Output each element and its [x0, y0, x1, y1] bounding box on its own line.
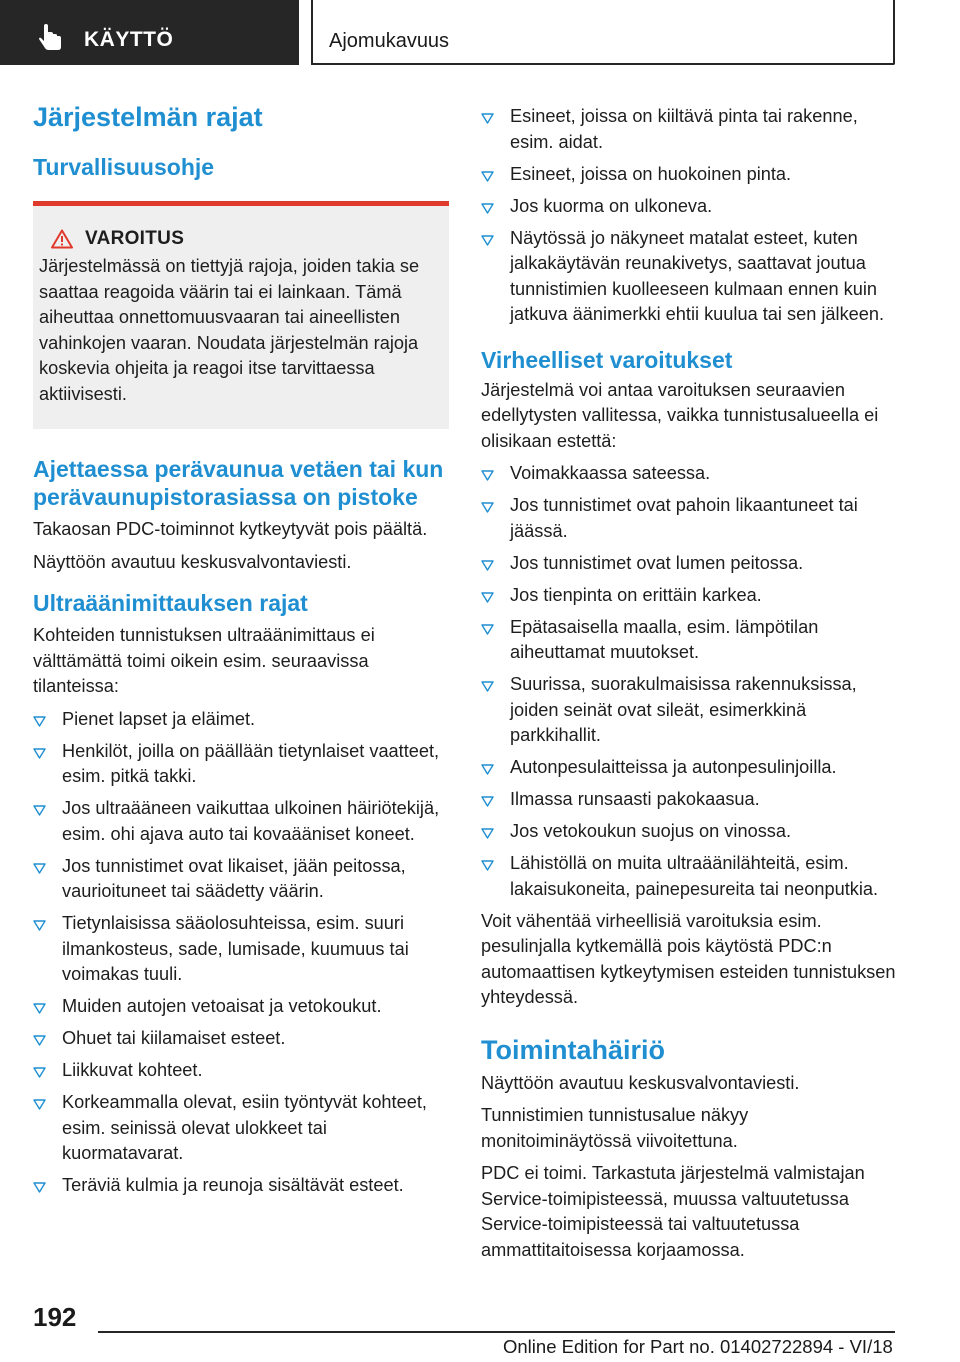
list-item-text: Ohuet tai kiilamaiset esteet.	[62, 1028, 286, 1048]
list-item-text: Jos ultraääneen vaikuttaa ulkoinen häiriötekijä, esim. ohi ajava auto tai kovaääniset koneet.	[62, 798, 440, 844]
list-item-text: Korkeammalla olevat, esiin työntyvät kohteet, esim. seinissä olevat ulokkeet tai kuormatavarat.	[62, 1092, 427, 1163]
list-item-text: Pienet lapset ja eläimet.	[62, 708, 256, 729]
list-item	[33, 1090, 449, 1167]
false-warnings-outro: Voit vähentää virheellisiä varoituksia esim. pesulinjalla kytkemällä pois käytöstä PDC:n automaattisen kytkeytymisen esteiden tunnistuksen yhteydessä.	[481, 910, 896, 1007]
malfunction-paragraph: Näyttöön avautuu keskusvalvontaviesti.	[481, 1072, 800, 1093]
bullet-triangle-icon	[481, 592, 494, 603]
bullet-triangle-icon	[33, 1099, 46, 1110]
list-item-text: Epätasaisella maalla, esim. lämpötilan aiheuttamat muutokset.	[510, 616, 819, 662]
bullet-triangle-icon	[33, 1035, 46, 1046]
list-item	[481, 672, 897, 749]
list-item-text: Esineet, joissa on huokoinen pinta.	[510, 163, 792, 184]
list-item	[481, 162, 897, 188]
bullet-triangle-icon	[481, 796, 494, 807]
warning-header	[51, 228, 439, 250]
false-warnings-list	[481, 461, 897, 902]
list-item	[481, 819, 897, 845]
malfunction-heading: Toimintahäiriö	[481, 1034, 666, 1065]
list-item-text: Voimakkaassa sateessa.	[510, 463, 711, 483]
bullet-triangle-icon	[33, 1182, 46, 1193]
list-item-text: Jos vetokoukun suojus on vinossa.	[510, 821, 792, 841]
list-item	[481, 194, 897, 220]
warning-triangle-icon	[51, 229, 73, 249]
bullet-triangle-icon	[481, 502, 494, 513]
bullet-triangle-icon	[481, 171, 494, 182]
malfunction-paragraph: Tunnistimien tunnistusalue näkyy monitoiminäytössä viivoitettuna.	[481, 1105, 749, 1151]
bullet-triangle-icon	[33, 1003, 46, 1014]
bullet-triangle-icon	[33, 748, 46, 759]
list-item	[33, 854, 449, 905]
list-item-text: Jos tunnistimet ovat pahoin likaantuneet tai jäässä.	[510, 495, 858, 541]
list-item	[481, 551, 897, 577]
bullet-triangle-icon	[481, 860, 494, 871]
list-item-text: Jos tienpinta on erittäin karkea.	[510, 584, 762, 605]
bullet-triangle-icon	[481, 235, 494, 246]
list-item-text: Esineet, joissa on kiiltävä pinta tai rakenne, esim. aidat.	[510, 106, 858, 152]
pointing-hand-icon	[36, 23, 66, 53]
bullet-triangle-icon	[33, 716, 46, 727]
bullet-triangle-icon	[481, 560, 494, 571]
list-item	[481, 226, 897, 328]
list-item-text: Ilmassa runsaasti pakokaasua.	[510, 789, 760, 809]
bullet-triangle-icon	[33, 920, 46, 931]
list-item-text: Lähistöllä on muita ultraäänilähteitä, esim. lakaisukoneita, painepesureita tai neonputkia.	[510, 853, 879, 899]
list-item	[33, 707, 449, 733]
section-label: KÄYTTÖ	[84, 28, 174, 51]
list-item	[481, 461, 897, 487]
malfunction-paragraph: PDC ei toimi. Tarkastuta järjestelmä valmistajan Service-toimipisteessä, muussa valtuutetussa Service-toimipisteessä tai valtuutetussa ammattitaitoisessa korjaamossa.	[481, 1163, 865, 1260]
right-column	[481, 104, 897, 1263]
list-item	[481, 615, 897, 666]
chapter-label: Ajomukavuus	[329, 30, 450, 52]
list-item-text: Näytössä jo näkyneet matalat esteet, kuten jalkakäytävän reunakivetys, saattavat joutua tunnistimien kuolleeseen kulmaan ennen kuin jatkuva äänimerkki ehtii kuulua tai sen jälkeen.	[510, 227, 885, 324]
false-warnings-heading: Virheelliset varoitukset	[481, 346, 733, 373]
list-item-text: Muiden autojen vetoaisat ja vetokoukut.	[62, 996, 382, 1016]
list-item-text: Suurissa, suorakulmaisissa rakennuksissa, joiden seinät ovat sileät, esimerkkinä parkkihallit.	[510, 674, 857, 745]
list-item	[481, 493, 897, 544]
list-item-text: Jos tunnistimet ovat likaiset, jään peitossa, vaurioituneet tai säädetty väärin.	[62, 855, 406, 901]
left-column	[33, 100, 449, 1205]
list-item-text: Jos kuorma on ulkoneva.	[510, 195, 713, 216]
false-warnings-intro: Järjestelmä voi antaa varoituksen seuraavien edellytysten vallitessa, vaikka tunnistusalueella ei olisikaan estettä:	[481, 379, 879, 451]
chapter-tab	[311, 0, 895, 65]
page-number: 192	[33, 1302, 77, 1332]
list-item	[481, 755, 897, 781]
list-item	[33, 796, 449, 847]
warning-text: Järjestelmässä on tiettyjä rajoja, joiden takia se saattaa reagoida väärin tai ei lainkaan. Tämä aiheuttaa onnettomuusvaaran tai aineellisten vahinkojen vaaran. Noudata järjestelmän rajoja koskevia ohjeita ja reagoi itse tarvittaessa aktiivisesti.	[39, 256, 420, 404]
trailer-paragraph: Näyttöön avautuu keskusvalvontaviesti.	[33, 551, 352, 572]
list-item-text: Henkilöt, joilla on päällään tietynlaiset vaatteet, esim. pitkä takki.	[62, 740, 440, 786]
bullet-triangle-icon	[33, 863, 46, 874]
list-item	[481, 787, 897, 813]
bullet-triangle-icon	[33, 805, 46, 816]
edition-text: Online Edition for Part no. 01402722894 - VI/18	[503, 1336, 893, 1357]
list-item-text: Autonpesulaitteissa ja autonpesulinjoilla.	[510, 757, 837, 777]
bullet-triangle-icon	[481, 828, 494, 839]
bullet-triangle-icon	[33, 1067, 46, 1078]
list-item	[33, 739, 449, 790]
bullet-triangle-icon	[481, 764, 494, 775]
ultrasonic-limits-list-continued	[481, 104, 897, 328]
bullet-triangle-icon	[481, 470, 494, 481]
bullet-triangle-icon	[481, 681, 494, 692]
ultrasonic-limits-heading: Ultraäänimittauksen rajat	[33, 590, 308, 616]
trailer-heading: Ajettaessa perävaunua vetäen tai kun perävaunupistorasiassa on pistoke	[33, 456, 444, 510]
list-item	[33, 911, 449, 988]
list-item-text: Liikkuvat kohteet.	[62, 1060, 203, 1080]
ultrasonic-intro: Kohteiden tunnistuksen ultraäänimittaus ei välttämättä toimi oikein esim. seuraavissa tilanteissa:	[33, 625, 375, 696]
list-item	[481, 583, 897, 609]
list-item	[33, 1058, 449, 1084]
list-item-text: Jos tunnistimet ovat lumen peitossa.	[510, 552, 804, 573]
list-item	[481, 851, 897, 902]
bullet-triangle-icon	[481, 203, 494, 214]
list-item-text: Tietynlaisissa sääolosuhteissa, esim. suuri ilmankosteus, sade, lumisade, kuumuus tai voimakas tuuli.	[62, 913, 409, 984]
section-title: Järjestelmän rajat	[33, 102, 263, 132]
trailer-paragraph: Takaosan PDC-toiminnot kytkeytyvät pois päältä.	[33, 519, 428, 539]
list-item	[33, 1173, 449, 1199]
safety-subtitle: Turvallisuusohje	[33, 154, 215, 180]
bullet-triangle-icon	[481, 624, 494, 635]
footer-divider	[98, 1331, 895, 1333]
ultrasonic-limits-list	[33, 707, 449, 1199]
list-item	[481, 104, 897, 155]
section-tab	[0, 0, 299, 65]
list-item	[33, 1026, 449, 1052]
list-item	[33, 994, 449, 1020]
bullet-triangle-icon	[481, 113, 494, 124]
list-item-text: Teräviä kulmia ja reunoja sisältävät esteet.	[62, 1175, 404, 1195]
warning-title: VAROITUS	[85, 228, 185, 249]
warning-box	[33, 201, 449, 429]
